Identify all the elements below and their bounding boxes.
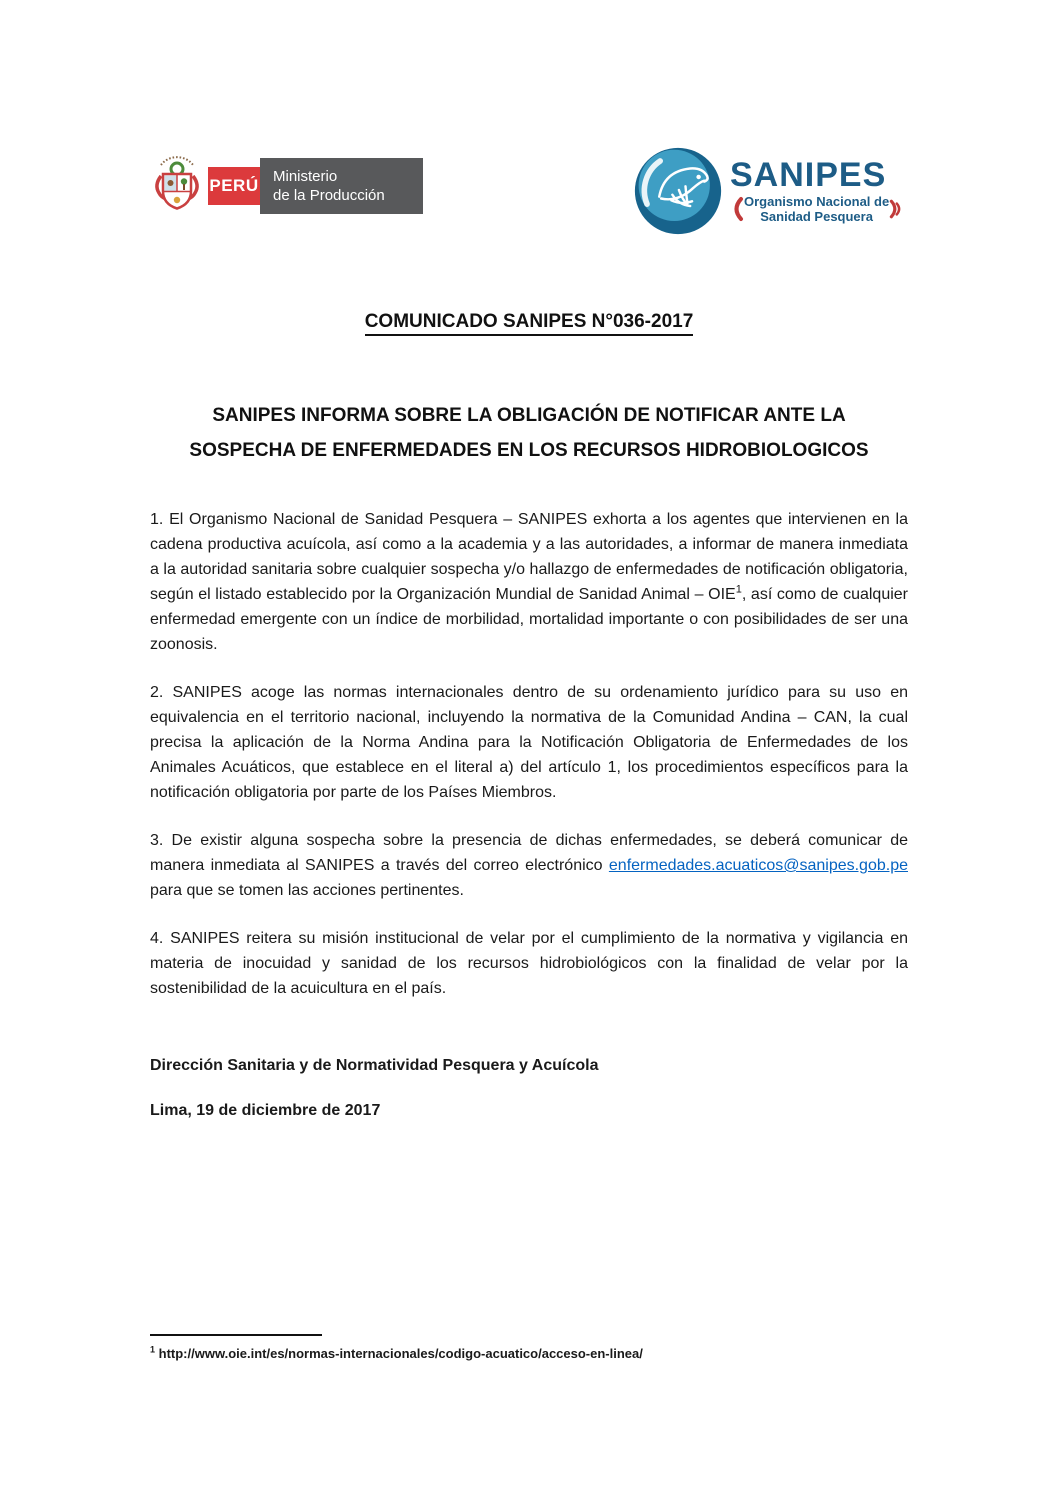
sanipes-tagline-row bbox=[730, 194, 903, 224]
ministry-label bbox=[260, 158, 423, 214]
sanipes-logo bbox=[633, 146, 903, 236]
footnote-reference: 1 bbox=[735, 583, 742, 596]
paragraph-3-text: 3. De existir alguna sospecha sobre la presencia de dichas enfermedades, se deberá comunicar de manera inmediata al SANIPES a través del correo electrónico bbox=[150, 832, 908, 874]
document-subtitle bbox=[150, 398, 908, 468]
sanipes-text-block bbox=[730, 146, 903, 224]
swoosh-right-icon bbox=[889, 196, 903, 222]
peru-label: PERÚ bbox=[209, 176, 259, 195]
footnote-separator bbox=[150, 1334, 322, 1336]
footnote-url: http://www.oie.int/es/normas-internacionales/codigo-acuatico/acceso-en-linea/ bbox=[158, 1346, 643, 1361]
paragraph-4: 4. SANIPES reitera su misión institucional de velar por el cumplimiento de la normativa y vigilancia en materia de inocuidad y sanidad de los recursos hidrobiológicos con la finalidad de velar por la sostenibilidad de la acuicultura en el país. bbox=[150, 930, 908, 997]
document-title-text: COMUNICADO SANIPES N°036-2017 bbox=[365, 311, 694, 336]
document-body bbox=[150, 507, 908, 1024]
subtitle-line-1: SANIPES INFORMA SOBRE LA OBLIGACIÓN DE NOTIFICAR ANTE LA bbox=[212, 405, 846, 426]
paragraph-1-text-cont: , así como de cualquier enfermedad emergente con un índice de morbilidad, mortalidad importante o con posibilidades de ser una zoonosis. bbox=[150, 586, 909, 653]
sanipes-fish-icon bbox=[633, 146, 723, 236]
sanipes-wordmark: SANIPES bbox=[730, 156, 887, 194]
footnote-section bbox=[150, 1334, 908, 1362]
peru-coat-of-arms-icon bbox=[150, 150, 204, 222]
tagline-line-2: Sanidad Pesquera bbox=[760, 209, 873, 224]
email-link[interactable]: enfermedades.acuaticos@sanipes.gob.pe bbox=[608, 857, 908, 874]
document-title bbox=[0, 311, 1058, 333]
paragraph-3 bbox=[150, 828, 908, 903]
paragraph-2: 2. SANIPES acoge las normas internacionales dentro de su ordenamiento jurídico para su uso en equivalencia en el territorio nacional, incluyendo la normativa de la Comunidad Andina – CAN, la cual precisa la aplicación de la Norma Andina para la Notificación Obligatoria de Enfermedades de los Animales Acuáticos, que establece en el literal a) del artículo 1, los procedimientos específicos para la notificación obligatoria por parte de los Países Miembros. bbox=[150, 684, 908, 801]
sanipes-tagline bbox=[744, 194, 889, 224]
footnote-marker: 1 bbox=[150, 1344, 156, 1355]
paragraph-1 bbox=[150, 507, 908, 657]
produce-logo bbox=[150, 150, 423, 222]
signature-line: Dirección Sanitaria y de Normatividad Pesquera y Acuícola bbox=[150, 1057, 599, 1074]
signoff-block bbox=[150, 1053, 908, 1143]
ministry-line-2: de la Producción bbox=[273, 187, 385, 204]
swoosh-left-icon bbox=[730, 196, 744, 222]
tagline-line-1: Organismo Nacional de bbox=[744, 194, 890, 209]
footnote-text bbox=[150, 1345, 908, 1362]
paragraph-3-text-cont: para que se tomen las acciones pertinentes. bbox=[150, 882, 464, 899]
ministry-line-1: Ministerio bbox=[273, 168, 338, 185]
date-line: Lima, 19 de diciembre de 2017 bbox=[150, 1102, 381, 1119]
paragraph-1-text: 1. El Organismo Nacional de Sanidad Pesquera – SANIPES exhorta a los agentes que intervienen en la cadena productiva acuícola, así como a la academia y a las autoridades, a informar de manera inmediata a la autoridad sanitaria sobre cualquier sospecha y/o hallazgo de enfermedades de notificación obligatoria, según el listado establecido por la Organización Mundial de Sanidad Animal – OIE bbox=[150, 511, 908, 603]
peru-wordmark bbox=[208, 167, 260, 205]
subtitle-line-2: SOSPECHA DE ENFERMEDADES EN LOS RECURSOS HIDROBIOLOGICOS bbox=[189, 440, 869, 461]
